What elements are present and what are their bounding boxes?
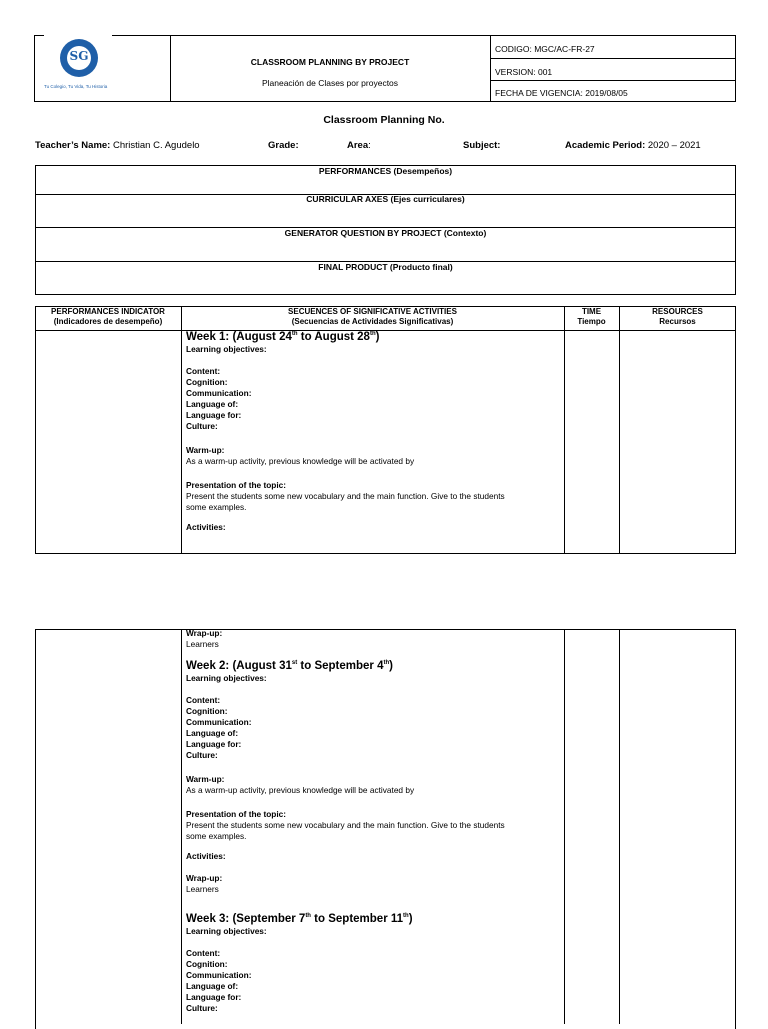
teacher-value: Christian C. Agudelo <box>112 140 200 151</box>
language-of-label: Language of: <box>186 981 239 991</box>
header-divider <box>490 58 736 59</box>
doc-code: CODIGO: MGC/AC-FR-27 <box>495 44 595 54</box>
weeks-continued-block <box>186 628 564 1024</box>
section-performances: PERFORMANCES (Desempeños) <box>318 166 453 176</box>
doc-subtitle: Planeación de Clases por proyectos <box>261 78 399 88</box>
learning-objectives-label: Learning objectives: <box>186 926 267 936</box>
teacher-label: Teacher’s Name: <box>35 140 111 151</box>
col-header-resources <box>619 307 736 327</box>
activities-label: Activities: <box>186 851 226 861</box>
language-for-label: Language for: <box>186 992 242 1002</box>
wrapup-text: Learners <box>186 639 219 649</box>
area-field <box>347 140 371 151</box>
header-top-border <box>170 35 736 36</box>
communication-label: Communication: <box>186 970 252 980</box>
week-2-title: Week 2: (August 31st to September 4th) <box>186 660 394 672</box>
presentation-text: Present the students some new vocabulary and the main function. Give to the students <box>186 820 505 830</box>
section-curricular-axes: CURRICULAR AXES (Ejes curriculares) <box>306 194 465 204</box>
col-header-indicators <box>35 307 181 327</box>
grade-label: Grade: <box>268 140 299 151</box>
week-1-title: Week 1: (August 24th to August 28th) <box>186 331 380 343</box>
activities-label: Activities: <box>186 522 226 532</box>
cognition-label: Cognition: <box>186 959 228 969</box>
header-divider <box>490 80 736 81</box>
content-label: Content: <box>186 366 221 376</box>
warmup-label: Warm-up: <box>186 445 225 455</box>
table-col-divider <box>564 629 565 1024</box>
header-box <box>34 35 736 102</box>
warmup-text: As a warm-up activity, previous knowledge will be activated by <box>186 785 415 795</box>
col-header-text: RESOURCES <box>652 307 703 316</box>
period-label: Academic Period: <box>565 140 646 151</box>
col-header-text: (Secuencias de Actividades Significativas) <box>291 317 454 326</box>
language-of-label: Language of: <box>186 728 239 738</box>
learning-objectives-label: Learning objectives: <box>186 673 267 683</box>
header-top-border <box>112 35 170 36</box>
wrapup-text: Learners <box>186 884 219 894</box>
doc-validity: FECHA DE VIGENCIA: 2019/08/05 <box>495 88 628 98</box>
academic-period <box>565 140 701 151</box>
language-of-label: Language of: <box>186 399 239 409</box>
language-for-label: Language for: <box>186 410 242 420</box>
col-header-text: (Indicadores de desempeño) <box>53 317 163 326</box>
table-col-divider <box>619 306 620 554</box>
col-header-text: Recursos <box>659 317 696 326</box>
section-generator-question: GENERATOR QUESTION BY PROJECT (Contexto) <box>284 228 487 238</box>
logo-tagline: Tu Colegio, Tu Vida, Tu Historia <box>44 84 108 89</box>
cognition-label: Cognition: <box>186 377 228 387</box>
content-label: Content: <box>186 948 221 958</box>
section-final-product: FINAL PRODUCT (Producto final) <box>318 262 453 272</box>
area-colon: : <box>368 140 371 151</box>
col-header-time <box>564 307 619 327</box>
area-label: Area <box>347 140 369 151</box>
period-value: 2020 – 2021 <box>647 140 701 151</box>
col-header-text: PERFORMANCES INDICATOR <box>51 307 165 316</box>
school-logo-icon: SG <box>69 49 89 63</box>
doc-title: CLASSROOM PLANNING BY PROJECT <box>250 57 410 67</box>
col-header-text: SECUENCES OF SIGNIFICATIVE ACTIVITIES <box>288 307 457 316</box>
warmup-text: As a warm-up activity, previous knowledge will be activated by <box>186 456 415 466</box>
header-top-border <box>34 35 44 36</box>
presentation-text: some examples. <box>186 502 247 512</box>
culture-label: Culture: <box>186 750 218 760</box>
table-col-divider <box>564 306 565 554</box>
week-3-title: Week 3: (September 7th to September 11th) <box>186 913 413 925</box>
presentation-text: Present the students some new vocabulary and the main function. Give to the students <box>186 491 505 501</box>
teacher-name <box>35 140 200 151</box>
table-col-divider <box>181 629 182 1024</box>
language-for-label: Language for: <box>186 739 242 749</box>
col-header-text: Tiempo <box>577 317 606 326</box>
week-1-block <box>186 331 564 533</box>
header-divider <box>170 35 171 102</box>
communication-label: Communication: <box>186 388 252 398</box>
culture-label: Culture: <box>186 421 218 431</box>
table-col-divider <box>619 629 620 1024</box>
doc-version: VERSION: 001 <box>495 67 553 77</box>
table-col-divider <box>181 306 182 554</box>
subject-label: Subject: <box>463 140 501 151</box>
planning-title: Classroom Planning No. <box>323 114 445 126</box>
col-header-activities <box>181 307 564 327</box>
warmup-label: Warm-up: <box>186 774 225 784</box>
wrapup-label: Wrap-up: <box>186 873 223 883</box>
culture-label: Culture: <box>186 1003 218 1013</box>
col-header-text: TIME <box>581 307 602 316</box>
presentation-label: Presentation of the topic: <box>186 480 287 490</box>
cognition-label: Cognition: <box>186 706 228 716</box>
presentation-label: Presentation of the topic: <box>186 809 287 819</box>
learning-objectives-label: Learning objectives: <box>186 344 267 354</box>
communication-label: Communication: <box>186 717 252 727</box>
header-divider <box>490 35 491 102</box>
presentation-text: some examples. <box>186 831 247 841</box>
content-label: Content: <box>186 695 221 705</box>
wrapup-label: Wrap-up: <box>186 628 223 638</box>
